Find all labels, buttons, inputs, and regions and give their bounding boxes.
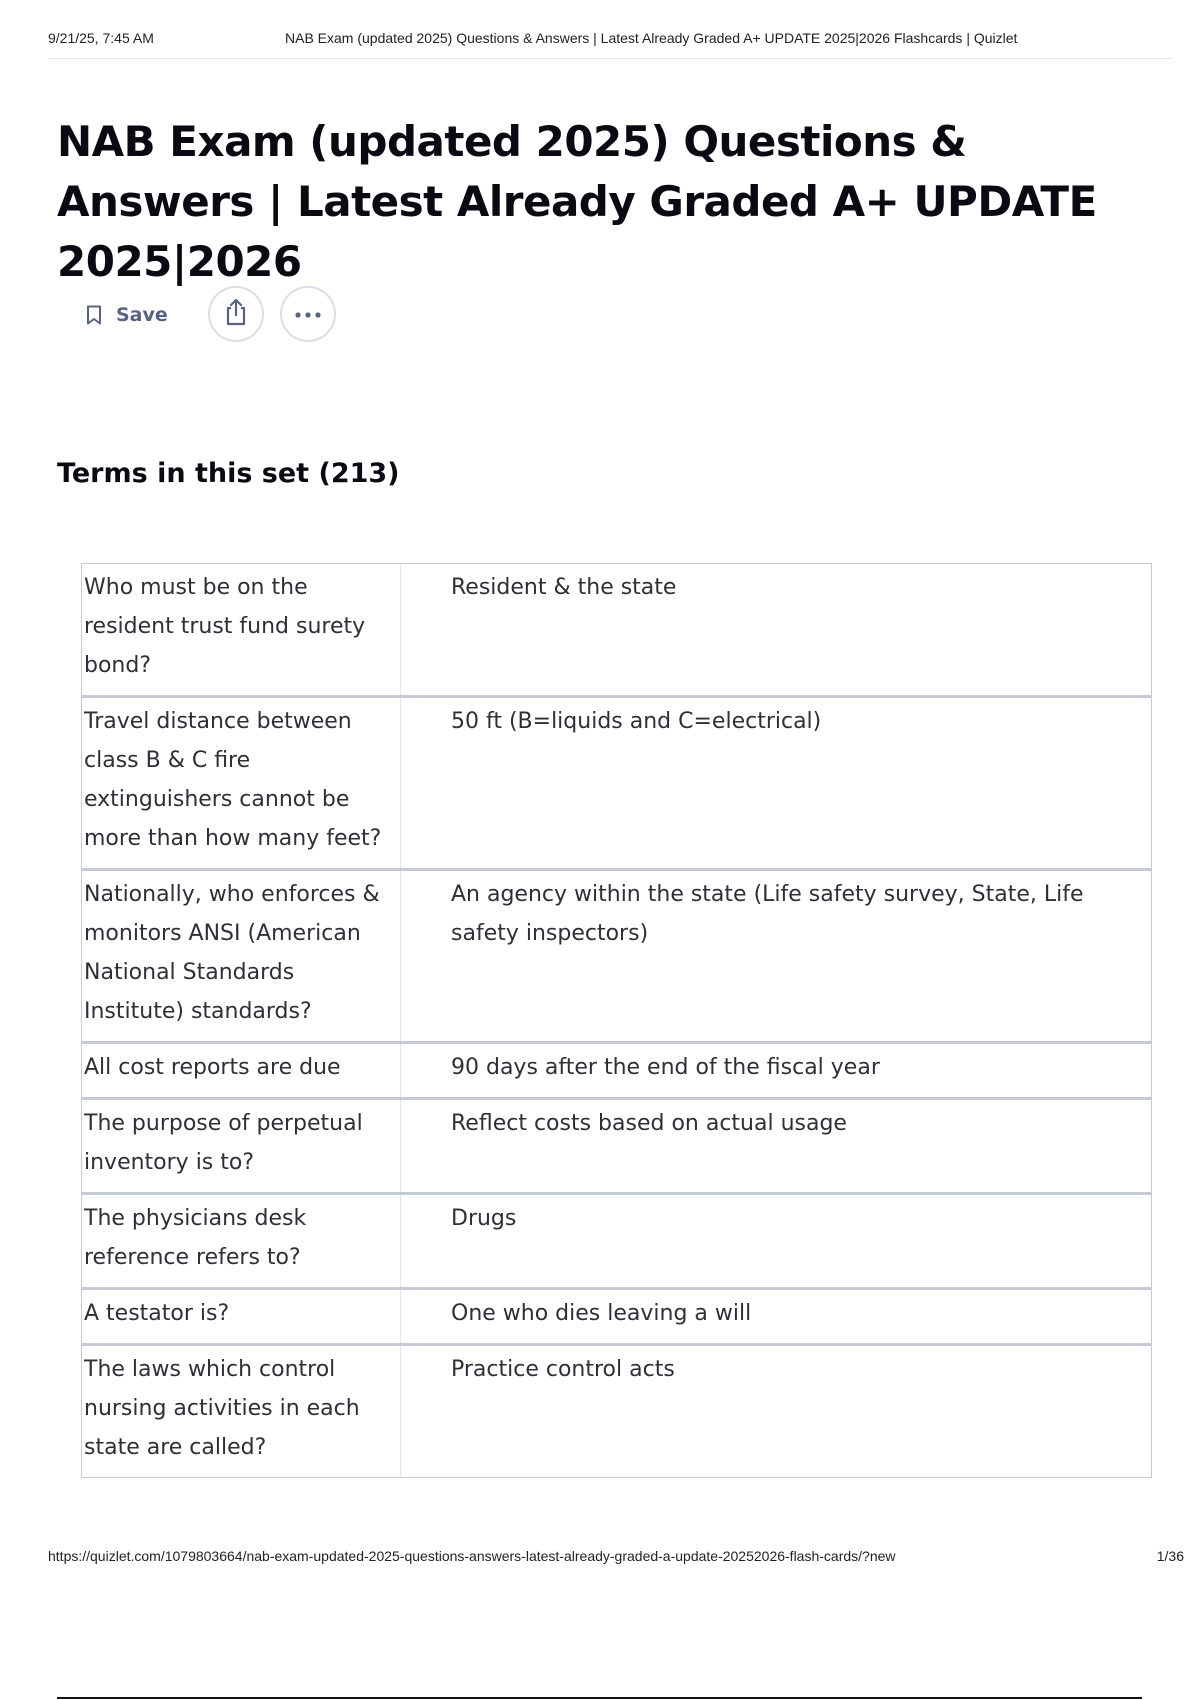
- definition-text: 50 ft (B=liquids and C=electrical): [451, 709, 822, 734]
- save-button[interactable]: [64, 286, 194, 344]
- table-row: [82, 1290, 1151, 1346]
- bookmark-icon: [86, 305, 102, 325]
- term-text: Travel distance between class B & C fire extinguishers cannot be more than how many feet?: [82, 698, 401, 868]
- table-row: [82, 871, 1151, 1044]
- table-row: [82, 698, 1151, 871]
- print-document-title: NAB Exam (updated 2025) Questions & Answers | Latest Already Graded A+ UPDATE 2025|2026 Flashcards | Quizlet: [285, 30, 1018, 46]
- page-indicator: 1/36: [1156, 1548, 1184, 1564]
- page-title: NAB Exam (updated 2025) Questions & Answers | Latest Already Graded A+ UPDATE 2025|2026: [57, 117, 1097, 286]
- print-datetime: 9/21/25, 7:45 AM: [48, 30, 154, 46]
- definition-text: 90 days after the end of the fiscal year: [451, 1055, 880, 1080]
- more-options-button[interactable]: [280, 286, 336, 342]
- definition-text: Reflect costs based on actual usage: [451, 1111, 847, 1136]
- term-text: The physicians desk reference refers to?: [82, 1195, 401, 1287]
- term-text: The laws which control nursing activities in each state are called?: [82, 1346, 401, 1477]
- definition-text: One who dies leaving a will: [451, 1301, 752, 1326]
- terms-table: [81, 563, 1152, 1478]
- term-text: Nationally, who enforces & monitors ANSI (American National Standards Institute) standards?: [82, 871, 401, 1041]
- definition-text: Resident & the state: [451, 575, 677, 600]
- table-row: [82, 1346, 1151, 1477]
- share-button[interactable]: [208, 286, 264, 342]
- table-row: [82, 1195, 1151, 1290]
- definition-text: Practice control acts: [451, 1357, 675, 1382]
- terms-heading: Terms in this set (213): [57, 458, 400, 489]
- bottom-divider: [57, 1697, 1142, 1699]
- definition-text: An agency within the state (Life safety survey, State, Life safety inspectors): [451, 882, 1084, 946]
- table-row: [82, 1100, 1151, 1195]
- print-header: [48, 28, 1172, 59]
- share-icon: [223, 298, 249, 331]
- term-text: The purpose of perpetual inventory is to?: [82, 1100, 401, 1192]
- more-icon: [294, 305, 322, 323]
- page-url: https://quizlet.com/1079803664/nab-exam-updated-2025-questions-answers-latest-already-graded-a-update-20252026-flash-cards/?new: [48, 1548, 896, 1564]
- table-row: [82, 1044, 1151, 1100]
- definition-text: Drugs: [451, 1206, 517, 1231]
- term-text: All cost reports are due: [82, 1044, 401, 1097]
- save-button-label: Save: [116, 304, 168, 326]
- table-row: [82, 564, 1151, 698]
- term-text: Who must be on the resident trust fund surety bond?: [82, 564, 401, 695]
- term-text: A testator is?: [82, 1290, 401, 1343]
